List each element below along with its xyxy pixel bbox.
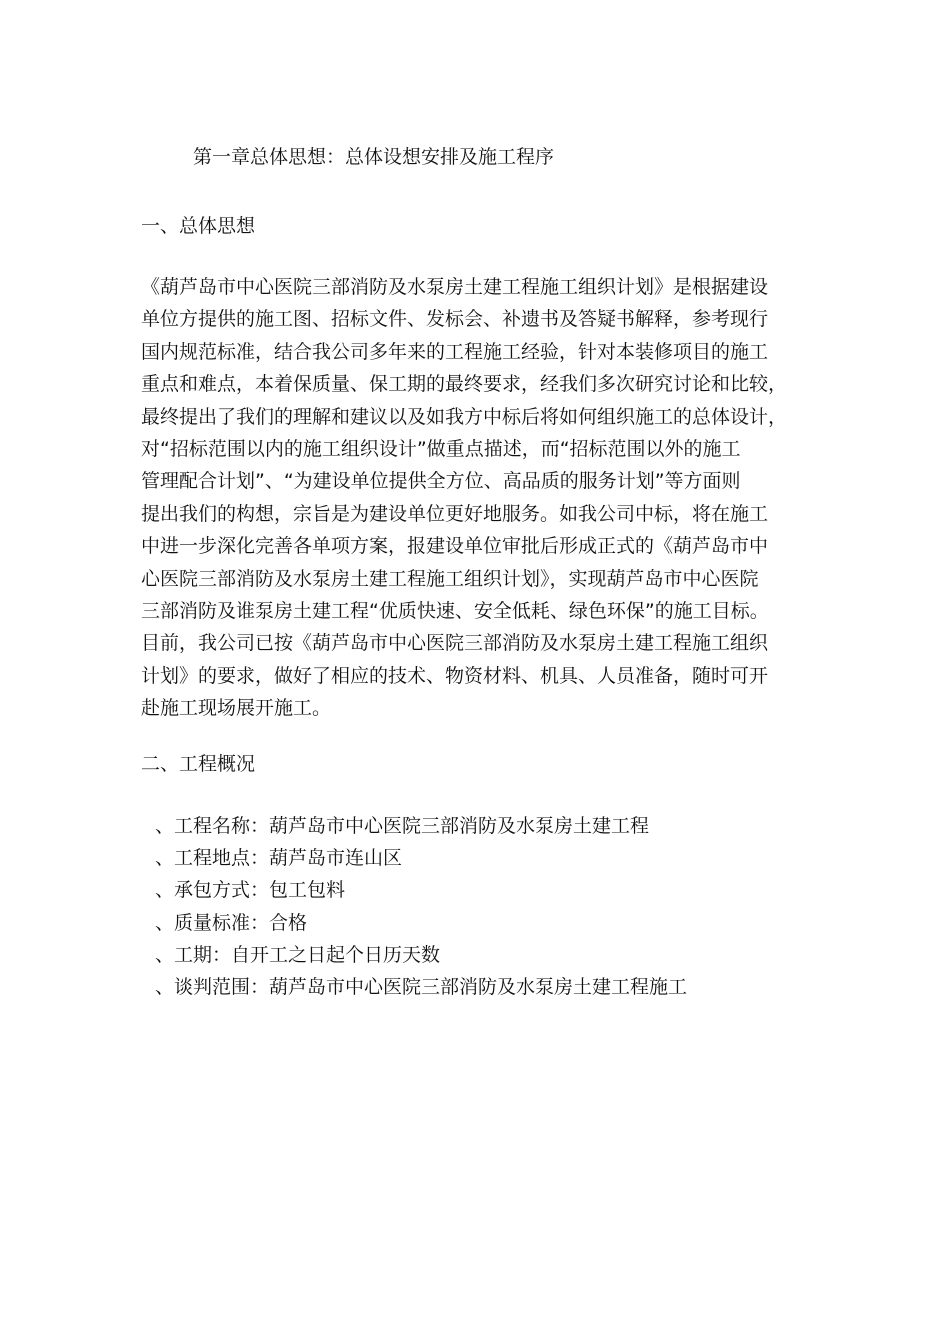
paragraph-line: 中进一步深化完善各单项方案，报建设单位审批后形成正式的《葫芦岛市中 <box>141 535 769 558</box>
paragraph-line: 《葫芦岛市中心医院三部消防及水泵房土建工程施工组织计划》是根据建设 <box>141 276 769 298</box>
paragraph-line: 提出我们的构想，宗旨是为建设单位更好地服务。如我公司中标，将在施工 <box>141 502 769 525</box>
chapter-title: 第一章总体思想：总体设想安排及施工程序 <box>193 146 555 168</box>
project-info-list <box>155 810 687 1003</box>
construction-period-item: 、工期：自开工之日起个日历天数 <box>155 943 441 966</box>
negotiation-scope-item: 、谈判范围：葫芦岛市中心医院三部消防及水泵房土建工程施工 <box>155 975 688 998</box>
paragraph-line: 目前，我公司已按《葫芦岛市中心医院三部消防及水泵房土建工程施工组织 <box>141 632 769 655</box>
overall-idea-paragraph <box>141 271 831 724</box>
paragraph-line: 三部消防及谁泵房土建工程“优质快速、安全低耗、绿色环保”的施工目标。 <box>141 599 769 622</box>
project-location-item: 、工程地点：葫芦岛市连山区 <box>155 847 403 870</box>
paragraph-line: 重点和难点，本着保质量、保工期的最终要求，经我们多次研究讨论和比较， <box>141 373 788 396</box>
section-heading-project-overview: 二、工程概况 <box>141 753 256 775</box>
quality-standard-item: 、质量标准：合格 <box>155 911 308 934</box>
paragraph-line: 国内规范标准，结合我公司多年来的工程施工经验，针对本装修项目的施工 <box>141 340 769 363</box>
paragraph-line: 管理配合计划”、“为建设单位提供全方位、高品质的服务计划”等方面则 <box>141 470 741 493</box>
paragraph-line: 单位方提供的施工图、招标文件、发标会、补遗书及答疑书解释，参考现行 <box>141 308 769 331</box>
paragraph-line: 计划》的要求，做好了相应的技术、物资材料、机具、人员准备，随时可开 <box>141 664 769 687</box>
paragraph-line: 最终提出了我们的理解和建议以及如我方中标后将如何组织施工的总体设计， <box>141 405 788 428</box>
paragraph-line: 心医院三部消防及水泵房土建工程施工组织计划》，实现葫芦岛市中心医院 <box>141 567 759 590</box>
contract-type-item: 、承包方式：包工包料 <box>155 879 346 902</box>
section-heading-overall-idea: 一、总体思想 <box>141 215 256 237</box>
paragraph-line: 赴施工现场展开施工。 <box>141 697 332 720</box>
project-name-item: 、工程名称：葫芦岛市中心医院三部消防及水泵房土建工程 <box>155 815 650 837</box>
paragraph-line: 对“招标范围以内的施工组织设计”做重点描述，而“招标范围以外的施工 <box>141 437 741 460</box>
